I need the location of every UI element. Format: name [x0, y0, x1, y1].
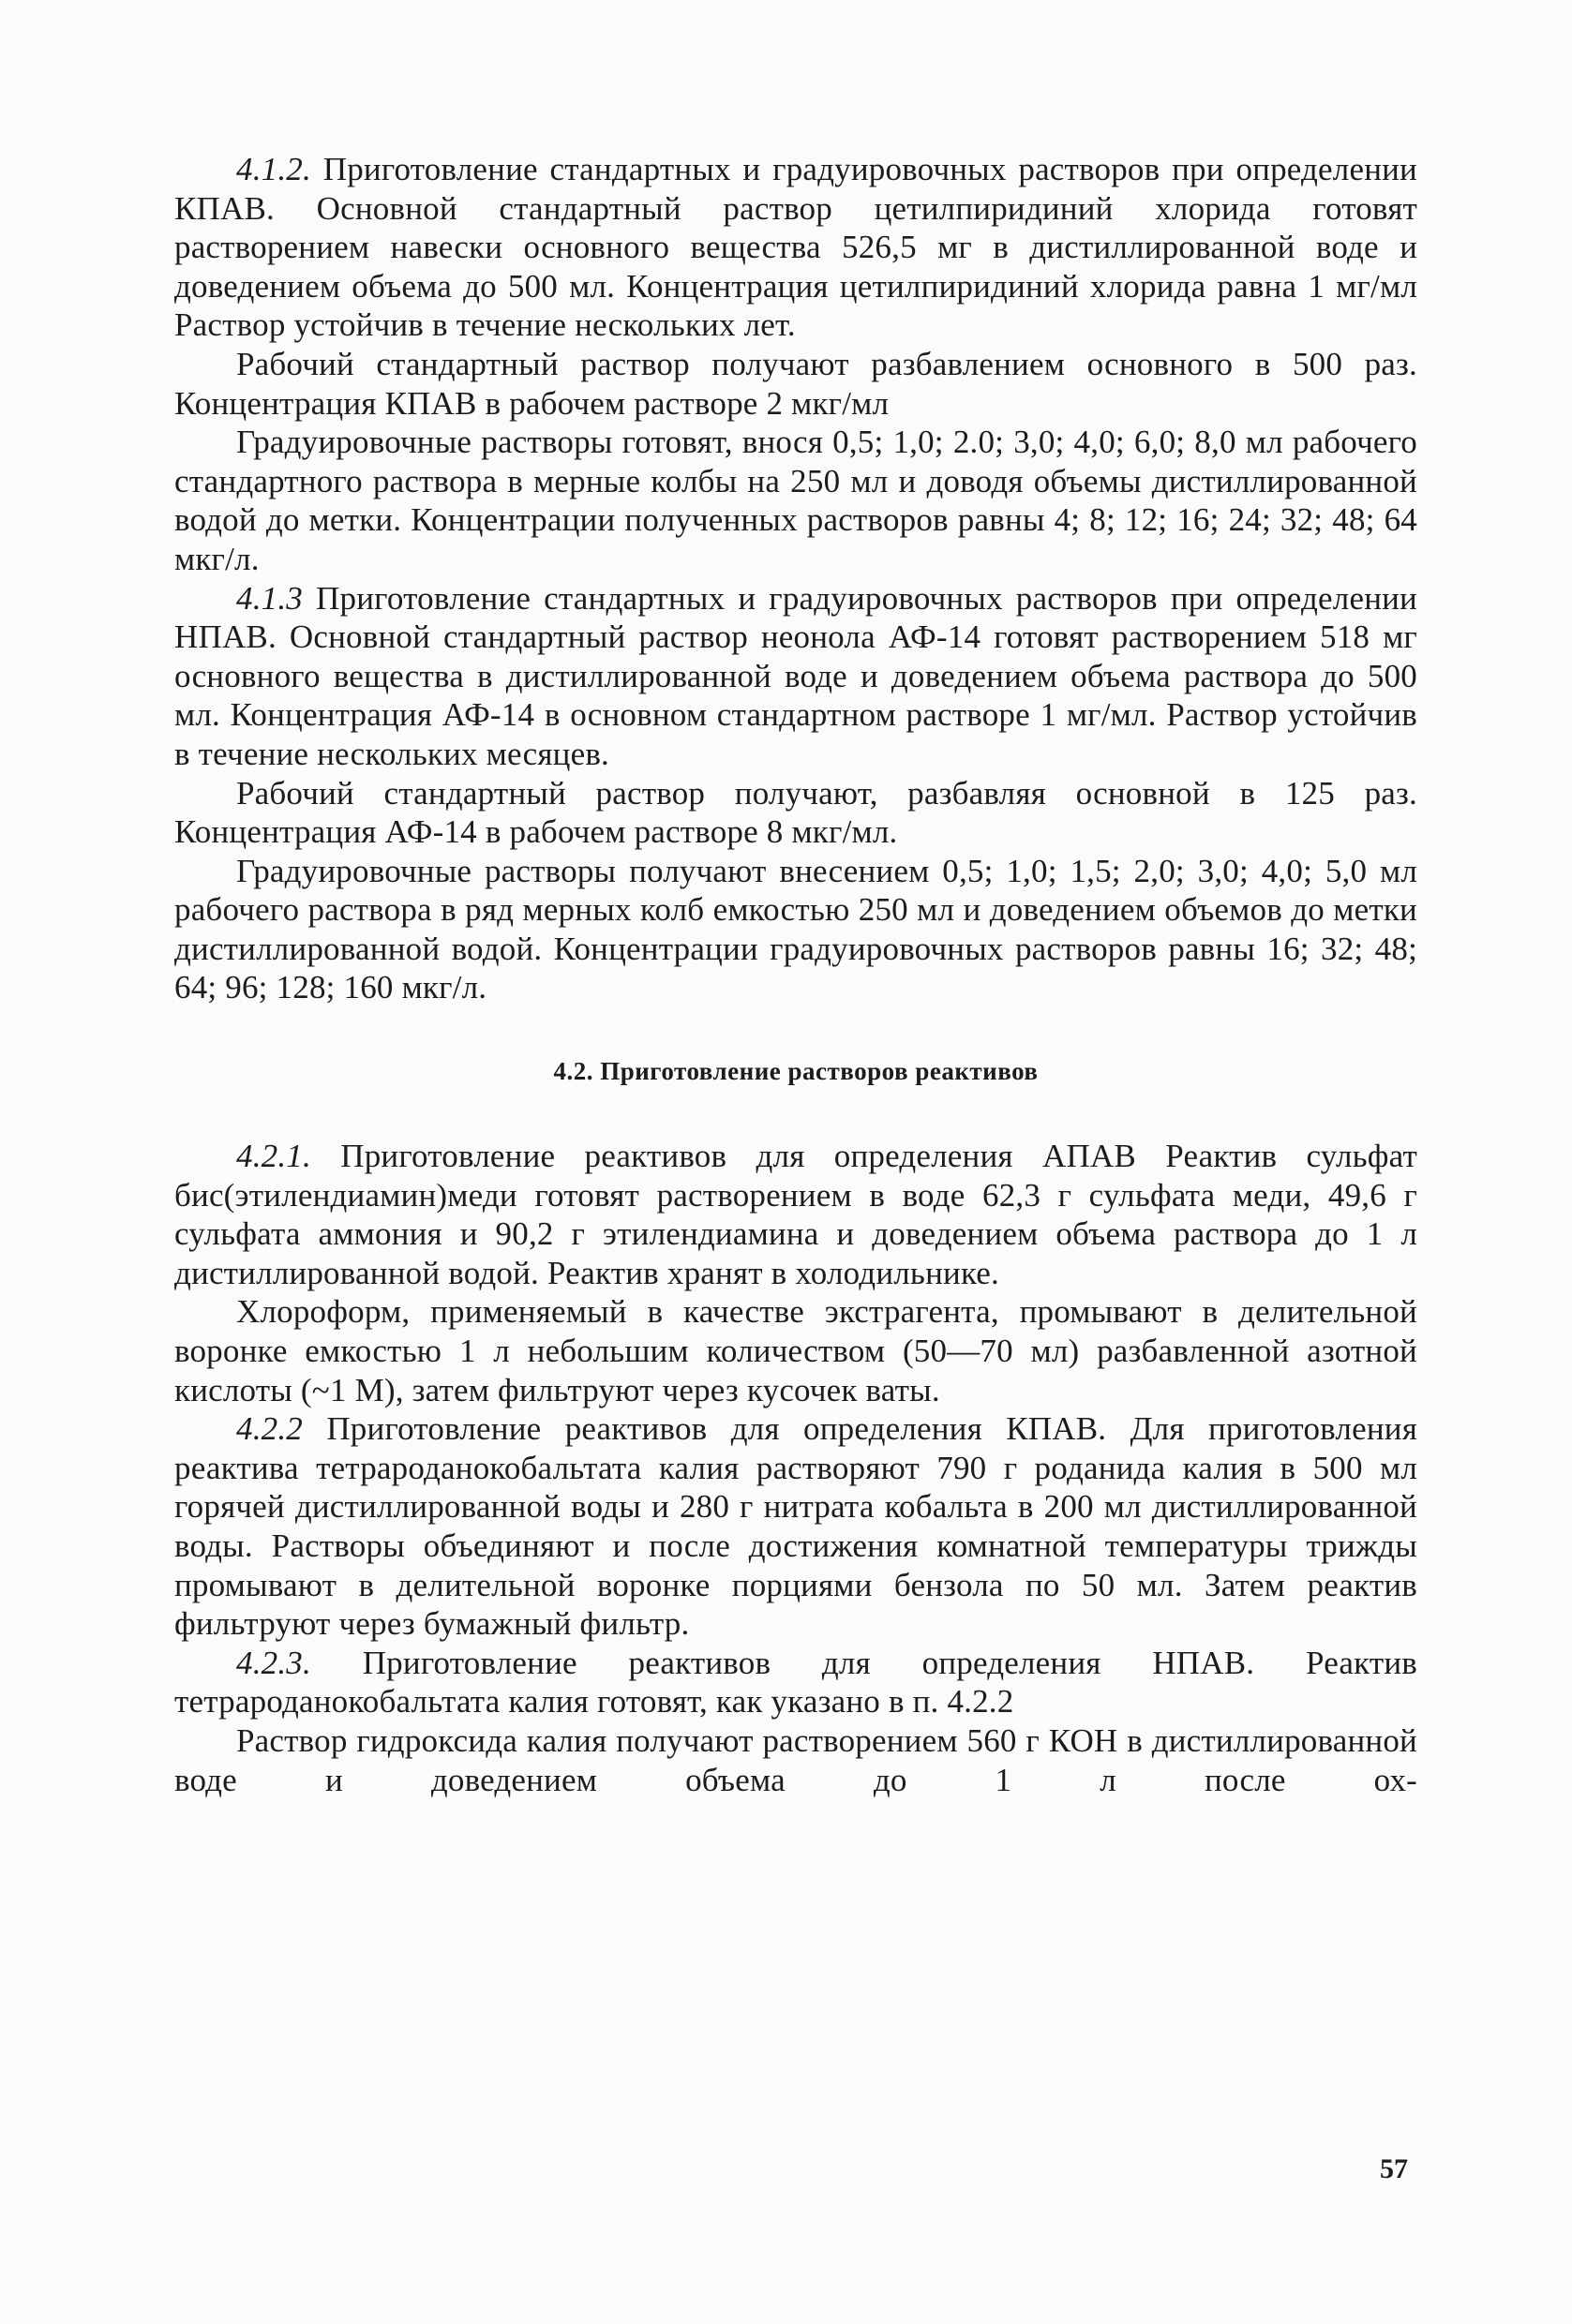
paragraph-4-2-3	[174, 1644, 1417, 1721]
paragraph-chloroform	[174, 1292, 1417, 1409]
paragraph-working-solution-kpav	[174, 345, 1417, 423]
paragraph-text: Рабочий стандартный раствор получают разбавлением основного в 500 раз. Концентрация КПАВ в рабочем растворе 2 мкг/мл	[174, 345, 1417, 422]
paragraph-4-2-1	[174, 1137, 1417, 1292]
paragraph-text: Градуировочные растворы готовят, внося 0,5; 1,0; 2.0; 3,0; 4,0; 6,0; 8,0 мл рабочего стандартного раствора в мерные колбы на 250 мл и доводя объемы дистиллированной водой до метки. Концентрации полученных растворов равны 4; 8; 12; 16; 24; 32; 48; 64 мкг/л.	[174, 424, 1417, 577]
paragraph-text: Приготовление реактивов для определения КПАВ. Для приготовления реактива тетрароданокобальтата калия растворяют 790 г роданида калия в 500 мл горячей дистиллированной воды и 280 г нитрата кобальта в 200 мл дистиллированной воды. Растворы объединяют и после достижения комнатной температуры трижды промывают в делительной воронке порциями бензола по 50 мл. Затем реактив фильтруют через бумажный фильтр.	[174, 1410, 1417, 1643]
section-heading: 4.2. Приготовление растворов реактивов	[553, 1057, 1039, 1086]
paragraph-working-solution-npav	[174, 774, 1417, 852]
clause-number: 4.1.2.	[236, 151, 311, 187]
paragraph-4-2-2	[174, 1409, 1417, 1644]
paragraph-text: Приготовление стандартных и градуировочных растворов при определении КПАВ. Основной стандартный раствор цетилпиридиний хлорида готовят растворением навески основного вещества 526,5 мг в дистиллированной воде и доведением объема до 500 мл. Концентрация цетилпиридиний хлорида равна 1 мг/мл Раствор устойчив в течение нескольких лет.	[174, 151, 1417, 344]
paragraph-4-1-3	[174, 579, 1417, 774]
clause-number: 4.2.2	[236, 1410, 303, 1448]
clause-number: 4.2.3.	[236, 1644, 311, 1681]
paragraph-4-1-2	[174, 150, 1417, 345]
clause-number: 4.1.3	[236, 579, 303, 617]
page-number: 57	[1380, 2153, 1408, 2184]
paragraph-text: Приготовление стандартных и градуировочных растворов при определении НПАВ. Основной стандартный раствор неонола АФ-14 готовят растворением 518 мг основного вещества в дистиллированной воде и доведением объема раствора до 500 мл. Концентрация АФ-14 в основном стандартном растворе 1 мг/мл. Раствор устойчив в течение нескольких месяцев.	[174, 579, 1417, 772]
paragraph-text: Раствор гидроксида калия получают растворением 560 г КОН в дистиллированной воде и доведением объема до 1 л после ох-	[174, 1721, 1417, 1798]
page-body	[174, 150, 1417, 1799]
paragraph-text: Хлороформ, применяемый в качестве экстрагента, промывают в делительной воронке емкостью 1 л небольшим количеством (50—70 мл) разбавленной азотной кислоты (~1 М), затем фильтруют через кусочек ваты.	[174, 1293, 1417, 1408]
paragraph-text: Градуировочные растворы получают внесением 0,5; 1,0; 1,5; 2,0; 3,0; 4,0; 5,0 мл рабочего раствора в ряд мерных колб емкостью 250 мл и доведением объемов до метки дистиллированной водой. Концентрации градуировочных растворов равны 16; 32; 48; 64; 96; 128; 160 мкг/л.	[174, 852, 1417, 1006]
paragraph-koh-solution	[174, 1721, 1417, 1799]
paragraph-calibration-npav	[174, 852, 1417, 1007]
paragraph-text: Приготовление реактивов для определения АПАВ Реактив сульфат бис(этилендиамин)меди готовят растворением в воде 62,3 г сульфата меди, 49,6 г сульфата аммония и 90,2 г этилендиамина и доведением объема раствора до 1 л дистиллированной водой. Реактив хранят в холодильнике.	[174, 1138, 1417, 1291]
clause-number: 4.2.1.	[236, 1138, 311, 1175]
paragraph-text: Рабочий стандартный раствор получают, разбавляя основной в 125 раз. Концентрация АФ-14 в рабочем растворе 8 мкг/мл.	[174, 774, 1417, 851]
paragraph-calibration-kpav	[174, 423, 1417, 578]
paragraph-text: Приготовление реактивов для определения НПАВ. Реактив тетрароданокобальтата калия готовят, как указано в п. 4.2.2	[174, 1644, 1417, 1721]
